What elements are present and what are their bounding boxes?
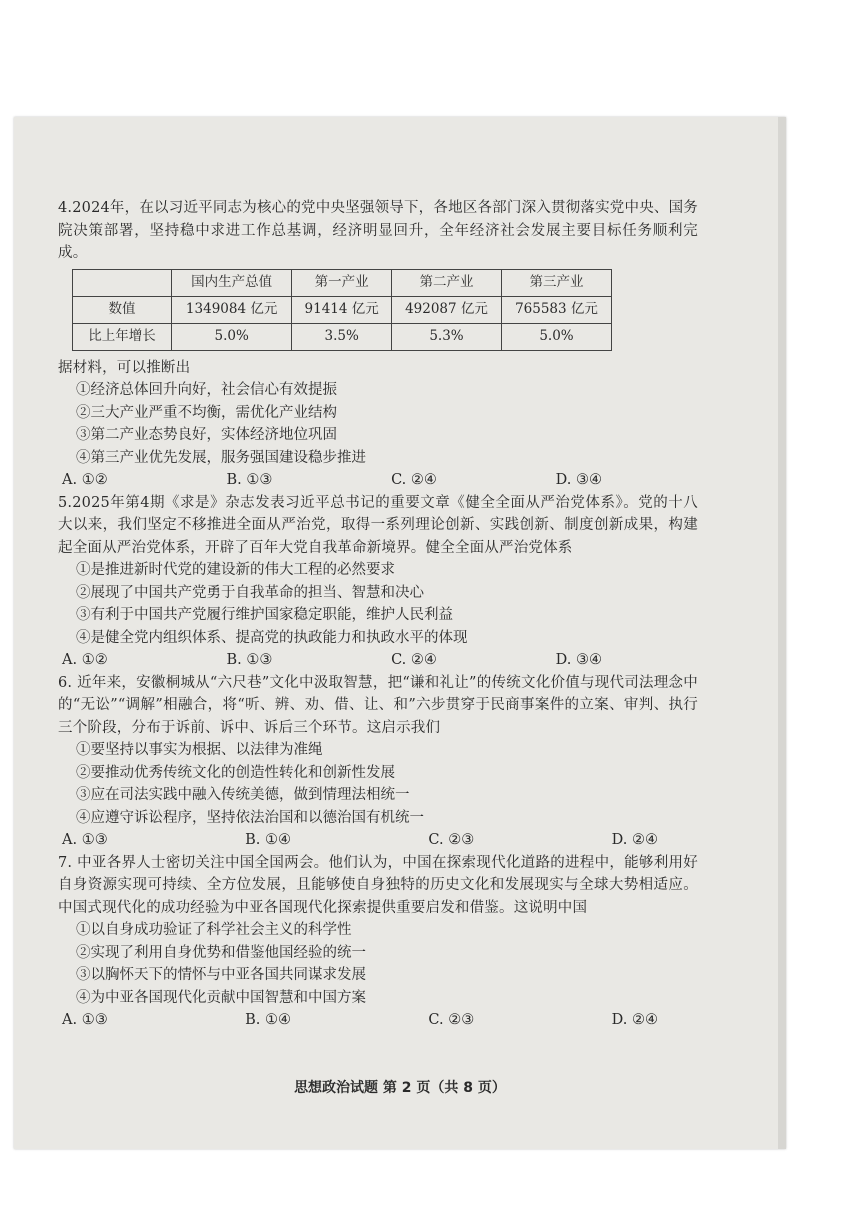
table-cell: 3.5% bbox=[292, 323, 392, 350]
option-item: ④是健全党内组织体系、提高党的执政能力和执政水平的体现 bbox=[76, 629, 468, 646]
choice-c[interactable]: C. ②③ bbox=[428, 832, 475, 848]
option-item: ③有利于中国共产党履行维护国家稳定职能，维护人民利益 bbox=[76, 607, 453, 623]
option-item: ①经济总体回升向好，社会信心有效提振 bbox=[76, 382, 337, 398]
sheet-edge bbox=[778, 117, 786, 1149]
choice-a[interactable]: A. ①③ bbox=[62, 832, 108, 848]
table-cell: 5.3% bbox=[392, 323, 502, 350]
table-cell: 765583 亿元 bbox=[501, 296, 611, 323]
question-5-choices bbox=[58, 649, 698, 672]
table-header-cell: 第三产业 bbox=[501, 269, 611, 296]
question-4-choices bbox=[58, 469, 698, 492]
table-header-cell bbox=[73, 269, 172, 296]
question-6 bbox=[58, 672, 698, 852]
choice-d[interactable]: D. ③④ bbox=[555, 652, 602, 668]
table-cell: 5.0% bbox=[501, 323, 611, 350]
option-item: ④为中亚各国现代化贡献中国智慧和中国方案 bbox=[76, 989, 366, 1006]
choice-c[interactable]: C. ②④ bbox=[391, 652, 437, 668]
table-cell: 比上年增长 bbox=[73, 323, 172, 350]
question-5-stem: 5.2025年第4期《求是》杂志发表习近平总书记的重要文章《健全全面从严治党体系》。党的十八大以来，我们坚定不移推进全面从严治党，取得一系列理论创新、实践创新、制度创新成果，构建起全面从严治党体系，开辟了百年大党自我革命新境界。健全全面从严治党体系 bbox=[58, 494, 698, 556]
option-item: ②实现了利用自身优势和借鉴他国经验的统一 bbox=[76, 944, 366, 961]
option-item: ①以自身成功验证了科学社会主义的科学性 bbox=[76, 922, 352, 938]
option-item: ③应在司法实践中融入传统美德，做到情理法相统一 bbox=[76, 787, 410, 803]
exam-sheet bbox=[14, 117, 786, 1149]
choice-b[interactable]: B. ①④ bbox=[245, 1012, 291, 1028]
table-cell: 5.0% bbox=[172, 323, 292, 350]
question-7-choices bbox=[58, 1009, 698, 1032]
option-item: ④第三产业优先发展，服务强国建设稳步推进 bbox=[76, 449, 366, 466]
option-item: ②要推动优秀传统文化的创造性转化和创新性发展 bbox=[76, 764, 395, 781]
choice-b[interactable]: B. ①③ bbox=[226, 652, 273, 668]
option-item: ③第二产业态势良好，实体经济地位巩固 bbox=[76, 427, 337, 443]
gdp-table bbox=[72, 269, 612, 351]
choice-c[interactable]: C. ②③ bbox=[428, 1012, 475, 1028]
table-row bbox=[73, 296, 612, 323]
table-header-cell: 第一产业 bbox=[292, 269, 392, 296]
question-4-stem: 4.2024年，在以习近平同志为核心的党中央坚强领导下，各地区各部门深入贯彻落实党中央、国务院决策部署，坚持稳中求进工作总基调，经济明显回升，全年经济社会发展主要目标任务顺利完成。 bbox=[58, 200, 698, 261]
question-5 bbox=[58, 492, 698, 672]
question-7-stem: 7. 中亚各界人士密切关注中国全国两会。他们认为，中国在探索现代化道路的进程中，能够利用好自身资源实现可持续、全方位发展，且能够使自身独特的历史文化和发展现实与全球大势相适应。中国式现代化的成功经验为中亚各国现代化探索提供重要启发和借鉴。这说明中国 bbox=[58, 854, 698, 916]
table-cell: 1349084 亿元 bbox=[172, 296, 292, 323]
table-cell: 数值 bbox=[73, 296, 172, 323]
questions bbox=[58, 197, 698, 1032]
option-item: ③以胸怀天下的情怀与中亚各国共同谋求发展 bbox=[76, 967, 366, 983]
question-4-lead: 据材料，可以推断出 bbox=[58, 359, 191, 376]
choice-b[interactable]: B. ①④ bbox=[245, 832, 291, 848]
question-6-choices bbox=[58, 829, 698, 852]
choice-a[interactable]: A. ①② bbox=[62, 652, 108, 668]
table-header-row bbox=[73, 269, 612, 296]
option-item: ④应遵守诉讼程序，坚持依法治国和以德治国有机统一 bbox=[76, 809, 424, 826]
table-header-cell: 国内生产总值 bbox=[172, 269, 292, 296]
choice-b[interactable]: B. ①③ bbox=[226, 472, 273, 488]
choice-d[interactable]: D. ③④ bbox=[555, 472, 602, 488]
question-7 bbox=[58, 852, 698, 1032]
choice-a[interactable]: A. ①③ bbox=[62, 1012, 108, 1028]
table-cell: 492087 亿元 bbox=[392, 296, 502, 323]
question-4 bbox=[58, 197, 698, 492]
page-footer: 思想政治试题 第 2 页（共 8 页） bbox=[294, 1080, 506, 1096]
option-item: ②三大产业严重不均衡，需优化产业结构 bbox=[76, 404, 337, 421]
table-row bbox=[73, 323, 612, 350]
choice-d[interactable]: D. ②④ bbox=[611, 1012, 658, 1028]
choice-c[interactable]: C. ②④ bbox=[391, 472, 437, 488]
table-cell: 91414 亿元 bbox=[292, 296, 392, 323]
option-item: ①要坚持以事实为根据、以法律为准绳 bbox=[76, 742, 323, 758]
option-item: ①是推进新时代党的建设新的伟大工程的必然要求 bbox=[76, 562, 395, 578]
choice-d[interactable]: D. ②④ bbox=[611, 832, 658, 848]
choice-a[interactable]: A. ①② bbox=[62, 472, 108, 488]
question-6-stem: 6. 近年来，安徽桐城从“六尺巷”文化中汲取智慧，把“谦和礼让”的传统文化价值与现代司法理念中的“无讼”“调解”相融合，将“听、辨、劝、借、让、和”六步贯穿于民商事案件的立案、审判、执行三个阶段，分布于诉前、诉中、诉后三个环节。这启示我们 bbox=[58, 674, 698, 736]
option-item: ②展现了中国共产党勇于自我革命的担当、智慧和决心 bbox=[76, 584, 424, 601]
table-header-cell: 第二产业 bbox=[392, 269, 502, 296]
